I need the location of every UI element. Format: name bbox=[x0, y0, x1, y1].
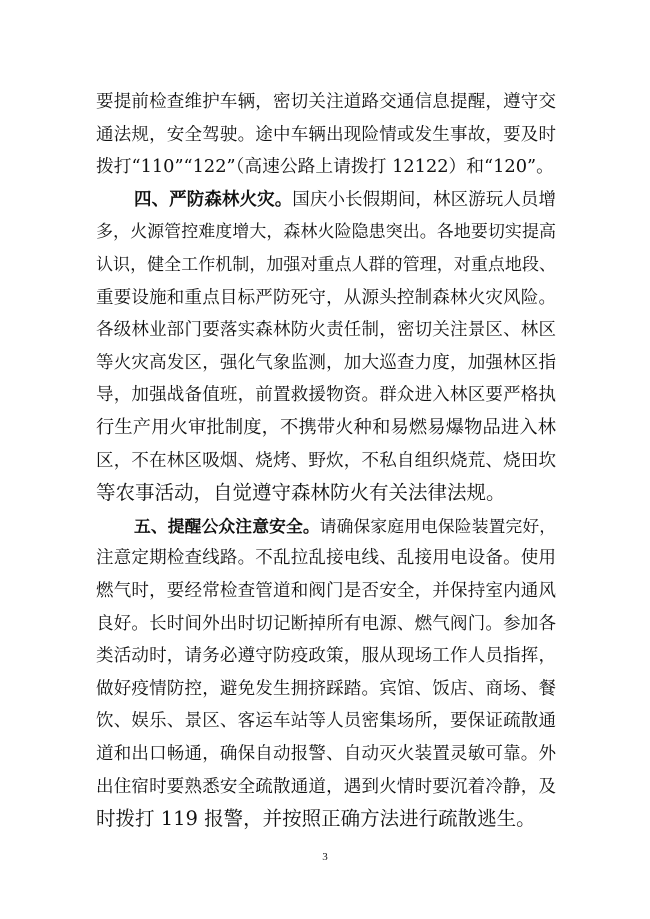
paragraph-2-line-3: 认识，健全工作机制，加强对重点人群的管理，对重点地段、 bbox=[96, 255, 556, 275]
paragraph-2-line-4: 重要设施和重点目标严防死守，从源头控制森林火灾风险。 bbox=[96, 287, 556, 308]
page-number: 3 bbox=[322, 851, 328, 863]
paragraph-3-line-6: 做好疫情防控，避免发生拥挤踩踏。宾馆、饭店、商场、餐 bbox=[96, 678, 556, 699]
paragraph-3-line-4: 良好。长时间外出时切记断掉所有电源、燃气阀门。参加各 bbox=[96, 613, 556, 634]
paragraph-3-line-9: 出住宿时要熟悉安全疏散通道，遇到火情时要沉着冷静，及 bbox=[96, 776, 556, 797]
paragraph-2-line-9: 区，不在林区吸烟、烧烤、野炊，不私自组织烧荒、烧田坎 bbox=[96, 450, 556, 471]
paragraph-2-line-6: 等火灾高发区，强化气象监测，加大巡查力度，加强林区指 bbox=[96, 352, 556, 373]
section-heading-4: 四、严防森林火灾。 bbox=[134, 189, 293, 210]
paragraph-3-line-7: 饮、娱乐、景区、客运车站等人员密集场所，要保证疏散通 bbox=[96, 711, 556, 732]
paragraph-3-line-5: 类活动时，请务必遵守防疫政策，服从现场工作人员指挥， bbox=[96, 646, 556, 667]
paragraph-3-line-10: 时拨打 119 报警，并按照正确方法进行疏散逃生。 bbox=[96, 807, 536, 831]
paragraph-2-first-text: 国庆小长假期间，林区游玩人员增 bbox=[292, 189, 557, 210]
paragraph-3-line-8: 道和出口畅通，确保自动报警、自动灭火装置灵敏可靠。外 bbox=[96, 744, 556, 764]
paragraph-2-line-8: 行生产用火审批制度，不携带火种和易燃易爆物品进入林 bbox=[96, 417, 556, 438]
paragraph-1-line-1: 要提前检查维护车辆，密切关注道路交通信息提醒，遵守交 bbox=[96, 92, 556, 112]
paragraph-3-first-text: 请确保家庭用电保险装置完好， bbox=[319, 515, 556, 536]
paragraph-3-line-1 bbox=[134, 511, 556, 541]
paragraph-3-line-2: 注意定期检查线路。不乱拉乱接电线、乱接用电设备。使用 bbox=[96, 548, 556, 569]
paragraph-1-line-3: 拨打“110”“122”（高速公路上请拨打 12122）和“120”。 bbox=[96, 157, 554, 178]
section-heading-5: 五、提醒公众注意安全。 bbox=[134, 515, 320, 536]
paragraph-2-line-1 bbox=[134, 185, 556, 215]
paragraph-2-line-10: 等农事活动，自觉遵守森林防火有关法律法规。 bbox=[96, 481, 506, 505]
paragraph-1-line-2: 通法规，安全驾驶。途中车辆出现险情或发生事故，要及时 bbox=[96, 124, 556, 145]
paragraph-3-line-3: 燃气时，要经常检查管道和阀门是否安全，并保持室内通风 bbox=[96, 581, 556, 601]
paragraph-2-line-5: 各级林业部门要落实森林防火责任制，密切关注景区、林区 bbox=[96, 320, 556, 341]
paragraph-2-line-2: 多，火源管控难度增大，森林火险隐患突出。各地要切实提高 bbox=[96, 222, 556, 243]
paragraph-2-line-7: 导，加强战备值班，前置救援物资。群众进入林区要严格执 bbox=[96, 385, 556, 406]
